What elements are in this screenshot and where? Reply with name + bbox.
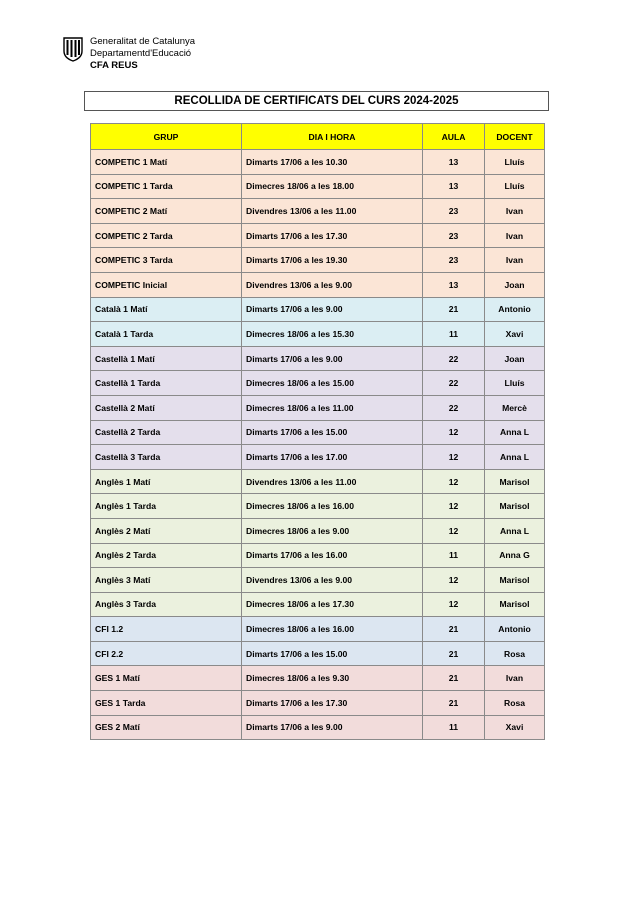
table-row xyxy=(91,272,545,297)
schedule-table xyxy=(90,123,545,740)
table-row xyxy=(91,691,545,716)
cell-docent: Xavi xyxy=(485,322,545,347)
cell-grup: COMPETIC 1 Tarda xyxy=(91,174,242,199)
column-header-grup: GRUP xyxy=(91,124,242,150)
cell-grup: Castellà 1 Tarda xyxy=(91,371,242,396)
cell-docent: Rosa xyxy=(485,641,545,666)
cell-aula: 11 xyxy=(423,715,485,740)
cell-dia-hora: Dimarts 17/06 a les 15.00 xyxy=(242,641,423,666)
cell-dia-hora: Dimarts 17/06 a les 9.00 xyxy=(242,346,423,371)
cell-docent: Marisol xyxy=(485,592,545,617)
cell-aula: 22 xyxy=(423,371,485,396)
cell-aula: 12 xyxy=(423,469,485,494)
cell-aula: 13 xyxy=(423,150,485,175)
cell-dia-hora: Dimecres 18/06 a les 9.30 xyxy=(242,666,423,691)
table-row xyxy=(91,666,545,691)
header-line1: Generalitat de Catalunya xyxy=(90,36,196,47)
table-row xyxy=(91,592,545,617)
table-row xyxy=(91,223,545,248)
cell-grup: GES 1 Tarda xyxy=(91,691,242,716)
cell-grup: Català 1 Tarda xyxy=(91,322,242,347)
table-row xyxy=(91,174,545,199)
cell-aula: 12 xyxy=(423,592,485,617)
cell-aula: 12 xyxy=(423,568,485,593)
cell-grup: GES 1 Matí xyxy=(91,666,242,691)
cell-aula: 23 xyxy=(423,223,485,248)
cell-docent: Antonio xyxy=(485,297,545,322)
table-row xyxy=(91,445,545,470)
header-line2: Departamentd'Educació xyxy=(90,48,192,59)
cell-aula: 21 xyxy=(423,666,485,691)
cell-docent: Rosa xyxy=(485,691,545,716)
cell-grup: CFI 2.2 xyxy=(91,641,242,666)
cell-dia-hora: Dimarts 17/06 a les 17.30 xyxy=(242,223,423,248)
cell-docent: Joan xyxy=(485,346,545,371)
cell-grup: Anglès 3 Matí xyxy=(91,568,242,593)
table-row xyxy=(91,346,545,371)
cell-grup: Castellà 3 Tarda xyxy=(91,445,242,470)
table-row xyxy=(91,297,545,322)
table-row xyxy=(91,469,545,494)
cell-aula: 21 xyxy=(423,617,485,642)
cell-grup: GES 2 Matí xyxy=(91,715,242,740)
cell-docent: Marisol xyxy=(485,568,545,593)
cell-aula: 12 xyxy=(423,494,485,519)
cell-docent: Lluís xyxy=(485,371,545,396)
column-header-aula: AULA xyxy=(423,124,485,150)
cell-dia-hora: Dimarts 17/06 a les 19.30 xyxy=(242,248,423,273)
cell-docent: Antonio xyxy=(485,617,545,642)
cell-grup: COMPETIC 2 Tarda xyxy=(91,223,242,248)
cell-grup: Anglès 3 Tarda xyxy=(91,592,242,617)
cell-dia-hora: Dimecres 18/06 a les 16.00 xyxy=(242,494,423,519)
cell-grup: COMPETIC 1 Matí xyxy=(91,150,242,175)
header-center: CFA REUS xyxy=(90,60,138,71)
cell-docent: Anna L xyxy=(485,420,545,445)
table-header-row xyxy=(91,124,545,150)
cell-dia-hora: Dimecres 18/06 a les 9.00 xyxy=(242,518,423,543)
column-header-dia-hora: DIA I HORA xyxy=(242,124,423,150)
cell-dia-hora: Dimarts 17/06 a les 9.00 xyxy=(242,297,423,322)
cell-docent: Ivan xyxy=(485,248,545,273)
cell-dia-hora: Dimecres 18/06 a les 18.00 xyxy=(242,174,423,199)
column-header-docent: DOCENT xyxy=(485,124,545,150)
table-body xyxy=(91,150,545,740)
cell-grup: CFI 1.2 xyxy=(91,617,242,642)
table-row xyxy=(91,395,545,420)
cell-aula: 11 xyxy=(423,543,485,568)
cell-dia-hora: Dimarts 17/06 a les 9.00 xyxy=(242,715,423,740)
table-row xyxy=(91,641,545,666)
cell-dia-hora: Divendres 13/06 a les 11.00 xyxy=(242,469,423,494)
cell-aula: 13 xyxy=(423,174,485,199)
table-row xyxy=(91,371,545,396)
cell-docent: Mercè xyxy=(485,395,545,420)
cell-grup: Castellà 2 Matí xyxy=(91,395,242,420)
cell-dia-hora: Dimarts 17/06 a les 16.00 xyxy=(242,543,423,568)
cell-grup: COMPETIC Inicial xyxy=(91,272,242,297)
cell-grup: Català 1 Matí xyxy=(91,297,242,322)
cell-grup: Anglès 2 Tarda xyxy=(91,543,242,568)
cell-dia-hora: Divendres 13/06 a les 9.00 xyxy=(242,568,423,593)
cell-docent: Xavi xyxy=(485,715,545,740)
cell-docent: Anna L xyxy=(485,518,545,543)
cell-aula: 22 xyxy=(423,395,485,420)
cell-dia-hora: Dimecres 18/06 a les 16.00 xyxy=(242,617,423,642)
cell-docent: Anna L xyxy=(485,445,545,470)
cell-aula: 11 xyxy=(423,322,485,347)
cell-dia-hora: Divendres 13/06 a les 11.00 xyxy=(242,199,423,224)
cell-aula: 21 xyxy=(423,297,485,322)
cell-aula: 12 xyxy=(423,518,485,543)
table-row xyxy=(91,715,545,740)
table-row xyxy=(91,322,545,347)
cell-docent: Lluís xyxy=(485,150,545,175)
cell-aula: 13 xyxy=(423,272,485,297)
cell-dia-hora: Divendres 13/06 a les 9.00 xyxy=(242,272,423,297)
generalitat-logo-icon xyxy=(62,36,84,62)
cell-aula: 12 xyxy=(423,445,485,470)
cell-docent: Ivan xyxy=(485,666,545,691)
cell-aula: 23 xyxy=(423,199,485,224)
cell-aula: 12 xyxy=(423,420,485,445)
cell-dia-hora: Dimarts 17/06 a les 10.30 xyxy=(242,150,423,175)
cell-grup: Anglès 2 Matí xyxy=(91,518,242,543)
table-row xyxy=(91,543,545,568)
cell-docent: Marisol xyxy=(485,494,545,519)
cell-grup: Anglès 1 Matí xyxy=(91,469,242,494)
table-row xyxy=(91,199,545,224)
cell-dia-hora: Dimecres 18/06 a les 17.30 xyxy=(242,592,423,617)
cell-docent: Ivan xyxy=(485,223,545,248)
cell-docent: Marisol xyxy=(485,469,545,494)
cell-dia-hora: Dimarts 17/06 a les 17.30 xyxy=(242,691,423,716)
cell-docent: Anna G xyxy=(485,543,545,568)
cell-grup: Castellà 1 Matí xyxy=(91,346,242,371)
table-row xyxy=(91,568,545,593)
table-row xyxy=(91,150,545,175)
cell-dia-hora: Dimecres 18/06 a les 15.30 xyxy=(242,322,423,347)
table-row xyxy=(91,617,545,642)
table-row xyxy=(91,420,545,445)
table-row xyxy=(91,518,545,543)
cell-dia-hora: Dimecres 18/06 a les 11.00 xyxy=(242,395,423,420)
cell-grup: Castellà 2 Tarda xyxy=(91,420,242,445)
cell-dia-hora: Dimecres 18/06 a les 15.00 xyxy=(242,371,423,396)
cell-aula: 21 xyxy=(423,641,485,666)
document-header xyxy=(62,36,195,72)
cell-grup: COMPETIC 3 Tarda xyxy=(91,248,242,273)
table-row xyxy=(91,248,545,273)
header-text xyxy=(90,36,195,72)
cell-grup: Anglès 1 Tarda xyxy=(91,494,242,519)
cell-docent: Ivan xyxy=(485,199,545,224)
cell-docent: Joan xyxy=(485,272,545,297)
cell-aula: 23 xyxy=(423,248,485,273)
cell-grup: COMPETIC 2 Matí xyxy=(91,199,242,224)
cell-docent: Lluís xyxy=(485,174,545,199)
document-title: RECOLLIDA DE CERTIFICATS DEL CURS 2024-2025 xyxy=(84,91,549,111)
table-row xyxy=(91,494,545,519)
cell-aula: 22 xyxy=(423,346,485,371)
cell-aula: 21 xyxy=(423,691,485,716)
cell-dia-hora: Dimarts 17/06 a les 17.00 xyxy=(242,445,423,470)
cell-dia-hora: Dimarts 17/06 a les 15.00 xyxy=(242,420,423,445)
